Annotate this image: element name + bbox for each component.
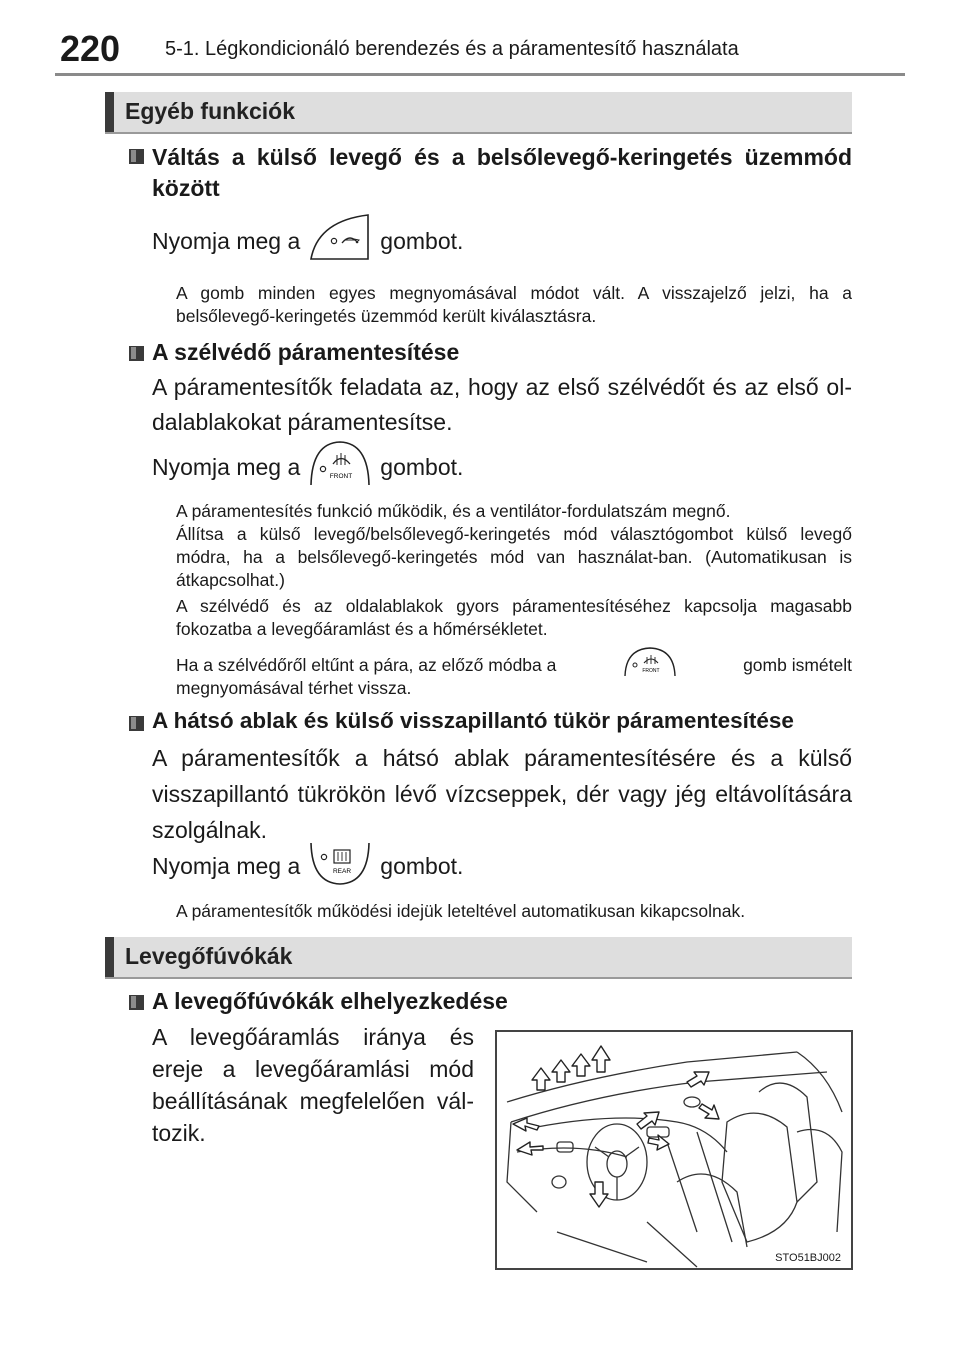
note-text: A páramentesítők működési idejük leteltével automatikusan kikapcsolnak.: [176, 901, 746, 921]
instruction-text: Nyomja meg a: [152, 852, 301, 879]
car-interior-drawing: [497, 1032, 851, 1268]
body-text: A páramentesítők feladata az, hogy az első szélvédőt és az első ol-dalablakokat páramentesítse.: [152, 374, 852, 435]
front-label: FRONT: [642, 668, 660, 674]
item-heading: A szélvédő páramentesítése: [152, 339, 460, 365]
note-text: A szélvédő és az oldalablakok gyors páramentesítéséhez kapcsolja magasabb fokozatba a levegőáramlást és a hőmérsékletet.: [176, 596, 852, 639]
recirculation-button-icon: [308, 213, 372, 269]
note-text: gomb ismételt: [743, 654, 852, 675]
section-bar-air-outlets: [105, 937, 852, 979]
figure-id: STO51BJ002: [775, 1252, 841, 1264]
section-title: Levegőfúvókák: [125, 943, 293, 969]
item-heading: A levegőfúvókák elhelyezkedése: [152, 988, 508, 1014]
note-text: Állítsa a külső levegő/belsőlevegő-keringetés mód választógombot külső levegő módra, ha a belsőlevegő-keringetés mód van használat-ban. (Automatikusan is átkapcsolhat.): [176, 524, 852, 590]
body-text: A levegőáramlás iránya és ereje a levegőáramlási mód beállításának megfelelően vál-tozik.: [152, 1024, 474, 1146]
bullet-icon: [127, 712, 149, 734]
instruction-row: [152, 212, 463, 270]
instruction-text: gombot.: [380, 852, 464, 879]
note-text: A páramentesítés funkció működik, és a ventilátor-fordulatszám megnő.: [176, 501, 731, 521]
instruction-text: gombot.: [380, 453, 464, 480]
section-stripe: [105, 937, 114, 977]
section-stripe: [105, 92, 114, 132]
instruction-row: [152, 440, 463, 494]
item-heading-continued: között: [152, 175, 220, 201]
page-number: 220: [60, 28, 121, 69]
front-label: FRONT: [330, 473, 353, 480]
body-text: A páramentesítők a hátsó ablak páramentesítésére és a külső visszapillantó tükrökön lévő vízcseppek, dér vagy jég eltávolítására szolgálnak.: [152, 745, 852, 843]
bullet-icon: [127, 991, 149, 1013]
header-rule: [55, 73, 905, 76]
note-text: megnyomásával térhet vissza.: [176, 678, 412, 698]
note-text: A gomb minden egyes megnyomásával módot vált. A visszajelző jelzi, ha a belsőlevegő-keringetés üzemmód került kiválasztásra.: [176, 283, 852, 326]
item-heading: Váltás a külső levegő és a belsőlevegő-keringetés üzemmód: [152, 144, 852, 170]
section-bar-other-functions: [105, 92, 852, 134]
rear-defogger-button-icon: [308, 839, 372, 893]
front-defroster-button-icon: [308, 439, 372, 495]
air-outlet-illustration: [495, 1030, 853, 1270]
chapter-title: 5-1. Légkondicionáló berendezés és a páramentesítő használata: [165, 38, 739, 60]
instruction-row: [152, 840, 463, 892]
note-text: Ha a szélvédőről eltűnt a pára, az előző módba a: [176, 654, 557, 675]
bullet-icon: [127, 145, 149, 167]
instruction-text: Nyomja meg a: [152, 453, 301, 480]
rear-label: REAR: [333, 868, 352, 875]
bullet-icon: [127, 342, 149, 364]
item-heading: A hátsó ablak és külső visszapillantó tükör páramentesítése: [152, 708, 794, 733]
instruction-text: gombot.: [380, 227, 464, 254]
section-title: Egyéb funkciók: [125, 98, 295, 124]
instruction-text: Nyomja meg a: [152, 227, 301, 254]
